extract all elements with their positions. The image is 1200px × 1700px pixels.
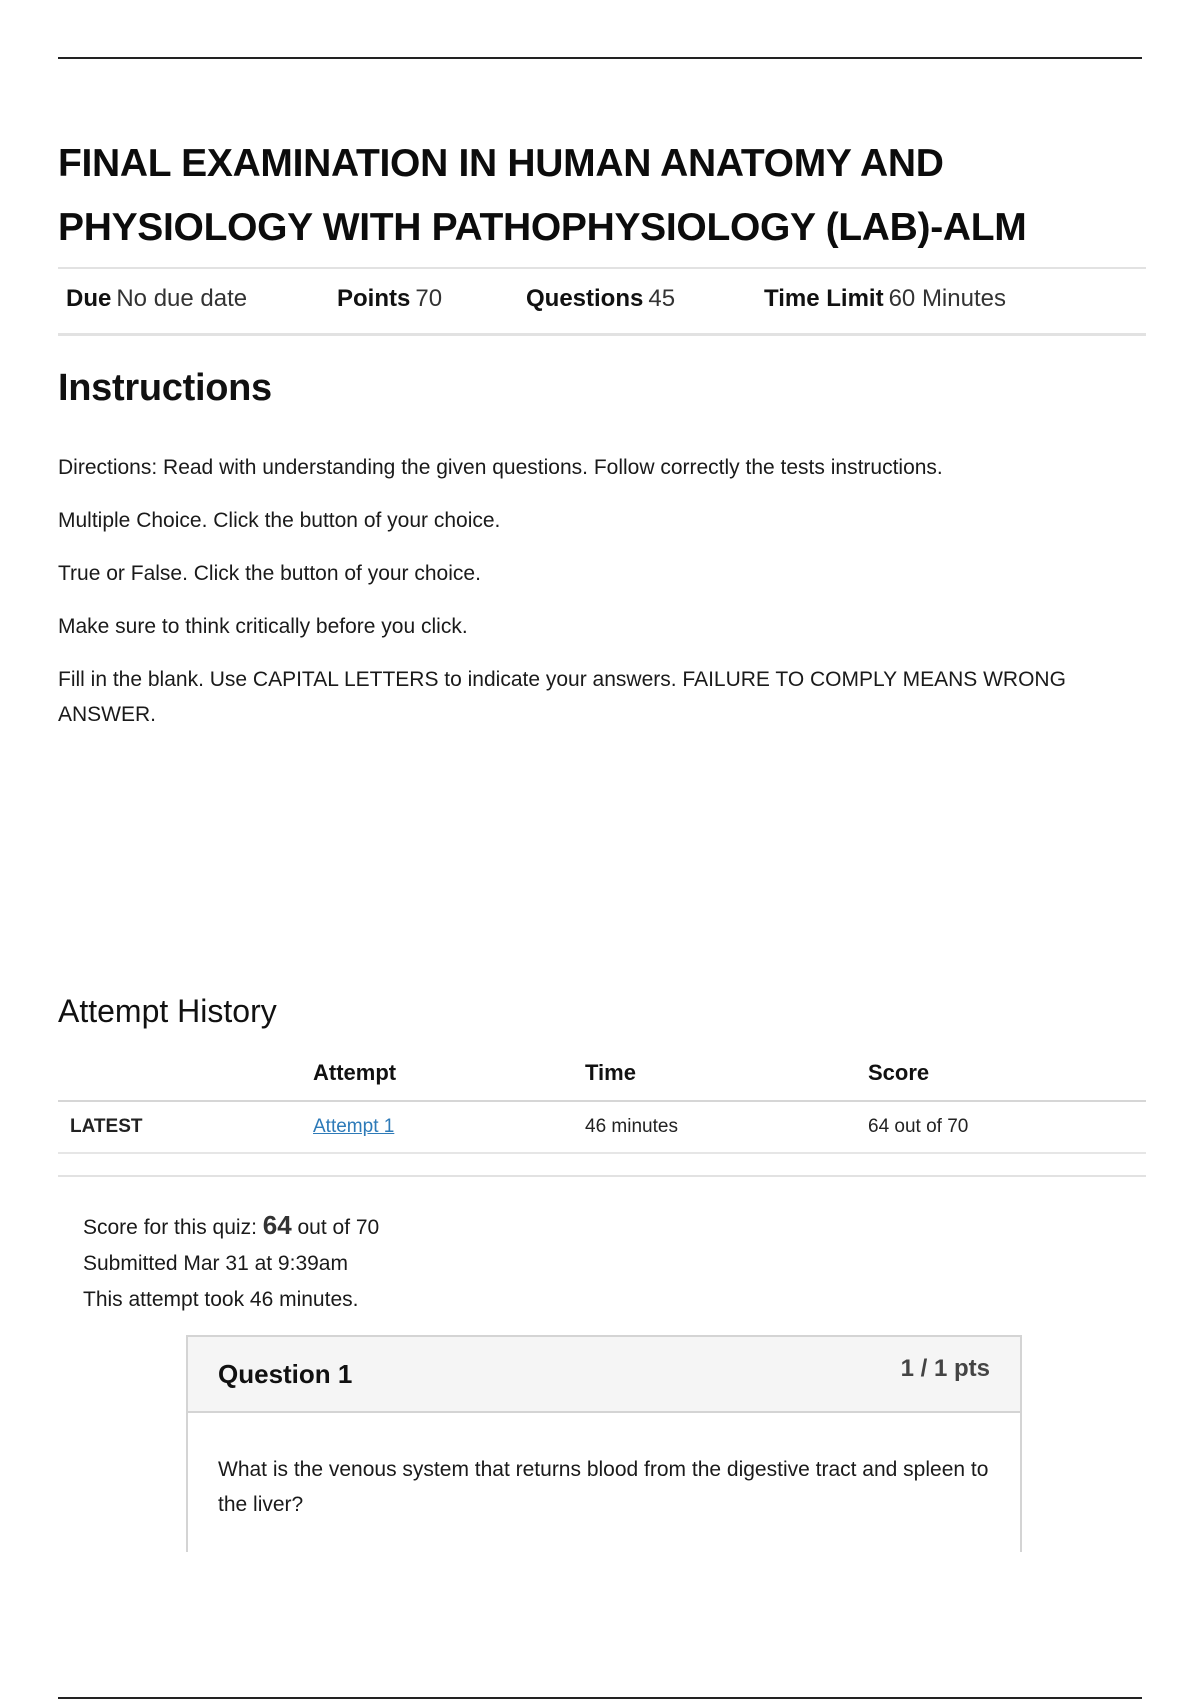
- attempt-duration: This attempt took 46 minutes.: [83, 1288, 359, 1311]
- column-header-time: Time: [585, 1056, 868, 1101]
- meta-questions-label: Questions: [526, 285, 644, 312]
- instruction-multiple-choice: Multiple Choice. Click the button of your choice.: [58, 509, 501, 532]
- score-line: [83, 1207, 379, 1246]
- attempt-status: LATEST: [58, 1101, 313, 1153]
- meta-points: [337, 285, 442, 313]
- score-summary: [83, 1207, 379, 1318]
- quiz-meta-bar: [58, 267, 1146, 336]
- column-header-status: [58, 1056, 313, 1101]
- section-divider: [58, 1175, 1146, 1177]
- instruction-think-critically: Make sure to think critically before you click.: [58, 615, 468, 638]
- question-header: [188, 1337, 1020, 1413]
- table-row: [58, 1101, 1146, 1153]
- question-points: 1 / 1 pts: [900, 1355, 990, 1382]
- attempt-history-table: [58, 1056, 1146, 1154]
- attempt-link-cell: [313, 1101, 585, 1153]
- bottom-page-rule: [58, 1697, 1142, 1699]
- submitted-timestamp: Submitted Mar 31 at 9:39am: [83, 1252, 348, 1275]
- attempt-score: 64 out of 70: [868, 1101, 1146, 1153]
- column-header-attempt: Attempt: [313, 1056, 585, 1101]
- table-header-row: [58, 1056, 1146, 1101]
- meta-time-limit: [764, 285, 1006, 313]
- question-title: Question 1: [218, 1359, 353, 1389]
- instructions-heading: Instructions: [58, 367, 272, 409]
- instruction-true-false: True or False. Click the button of your choice.: [58, 562, 481, 585]
- question-card: [186, 1335, 1022, 1552]
- instruction-fill-blank: Fill in the blank. Use CAPITAL LETTERS to indicate your answers. FAILURE TO COMPLY MEANS WRONG ANSWER.: [58, 668, 1066, 726]
- question-text: What is the venous system that returns blood from the digestive tract and spleen to the liver?: [218, 1458, 989, 1516]
- score-suffix: out of 70: [291, 1216, 380, 1239]
- attempt-history-heading: Attempt History: [58, 993, 277, 1029]
- column-header-score: Score: [868, 1056, 1146, 1101]
- meta-time-limit-label: Time Limit: [764, 285, 884, 312]
- meta-questions: [526, 285, 675, 313]
- meta-points-value: 70: [415, 285, 443, 312]
- meta-points-label: Points: [337, 285, 411, 312]
- instruction-directions: Directions: Read with understanding the given questions. Follow correctly the tests instructions.: [58, 456, 943, 479]
- meta-due: [66, 285, 247, 313]
- score-prefix: Score for this quiz:: [83, 1216, 263, 1239]
- meta-due-label: Due: [66, 285, 112, 312]
- score-value: 64: [262, 1210, 292, 1240]
- meta-time-limit-value: 60 Minutes: [888, 285, 1006, 312]
- top-page-rule: [58, 57, 1142, 59]
- attempt-time: 46 minutes: [585, 1101, 868, 1153]
- meta-due-value: No due date: [116, 285, 248, 312]
- quiz-title: FINAL EXAMINATION IN HUMAN ANATOMY AND PHYSIOLOGY WITH PATHOPHYSIOLOGY (LAB)-ALM: [58, 142, 1027, 249]
- attempt-1-link[interactable]: Attempt 1: [313, 1116, 395, 1137]
- meta-questions-value: 45: [648, 285, 676, 312]
